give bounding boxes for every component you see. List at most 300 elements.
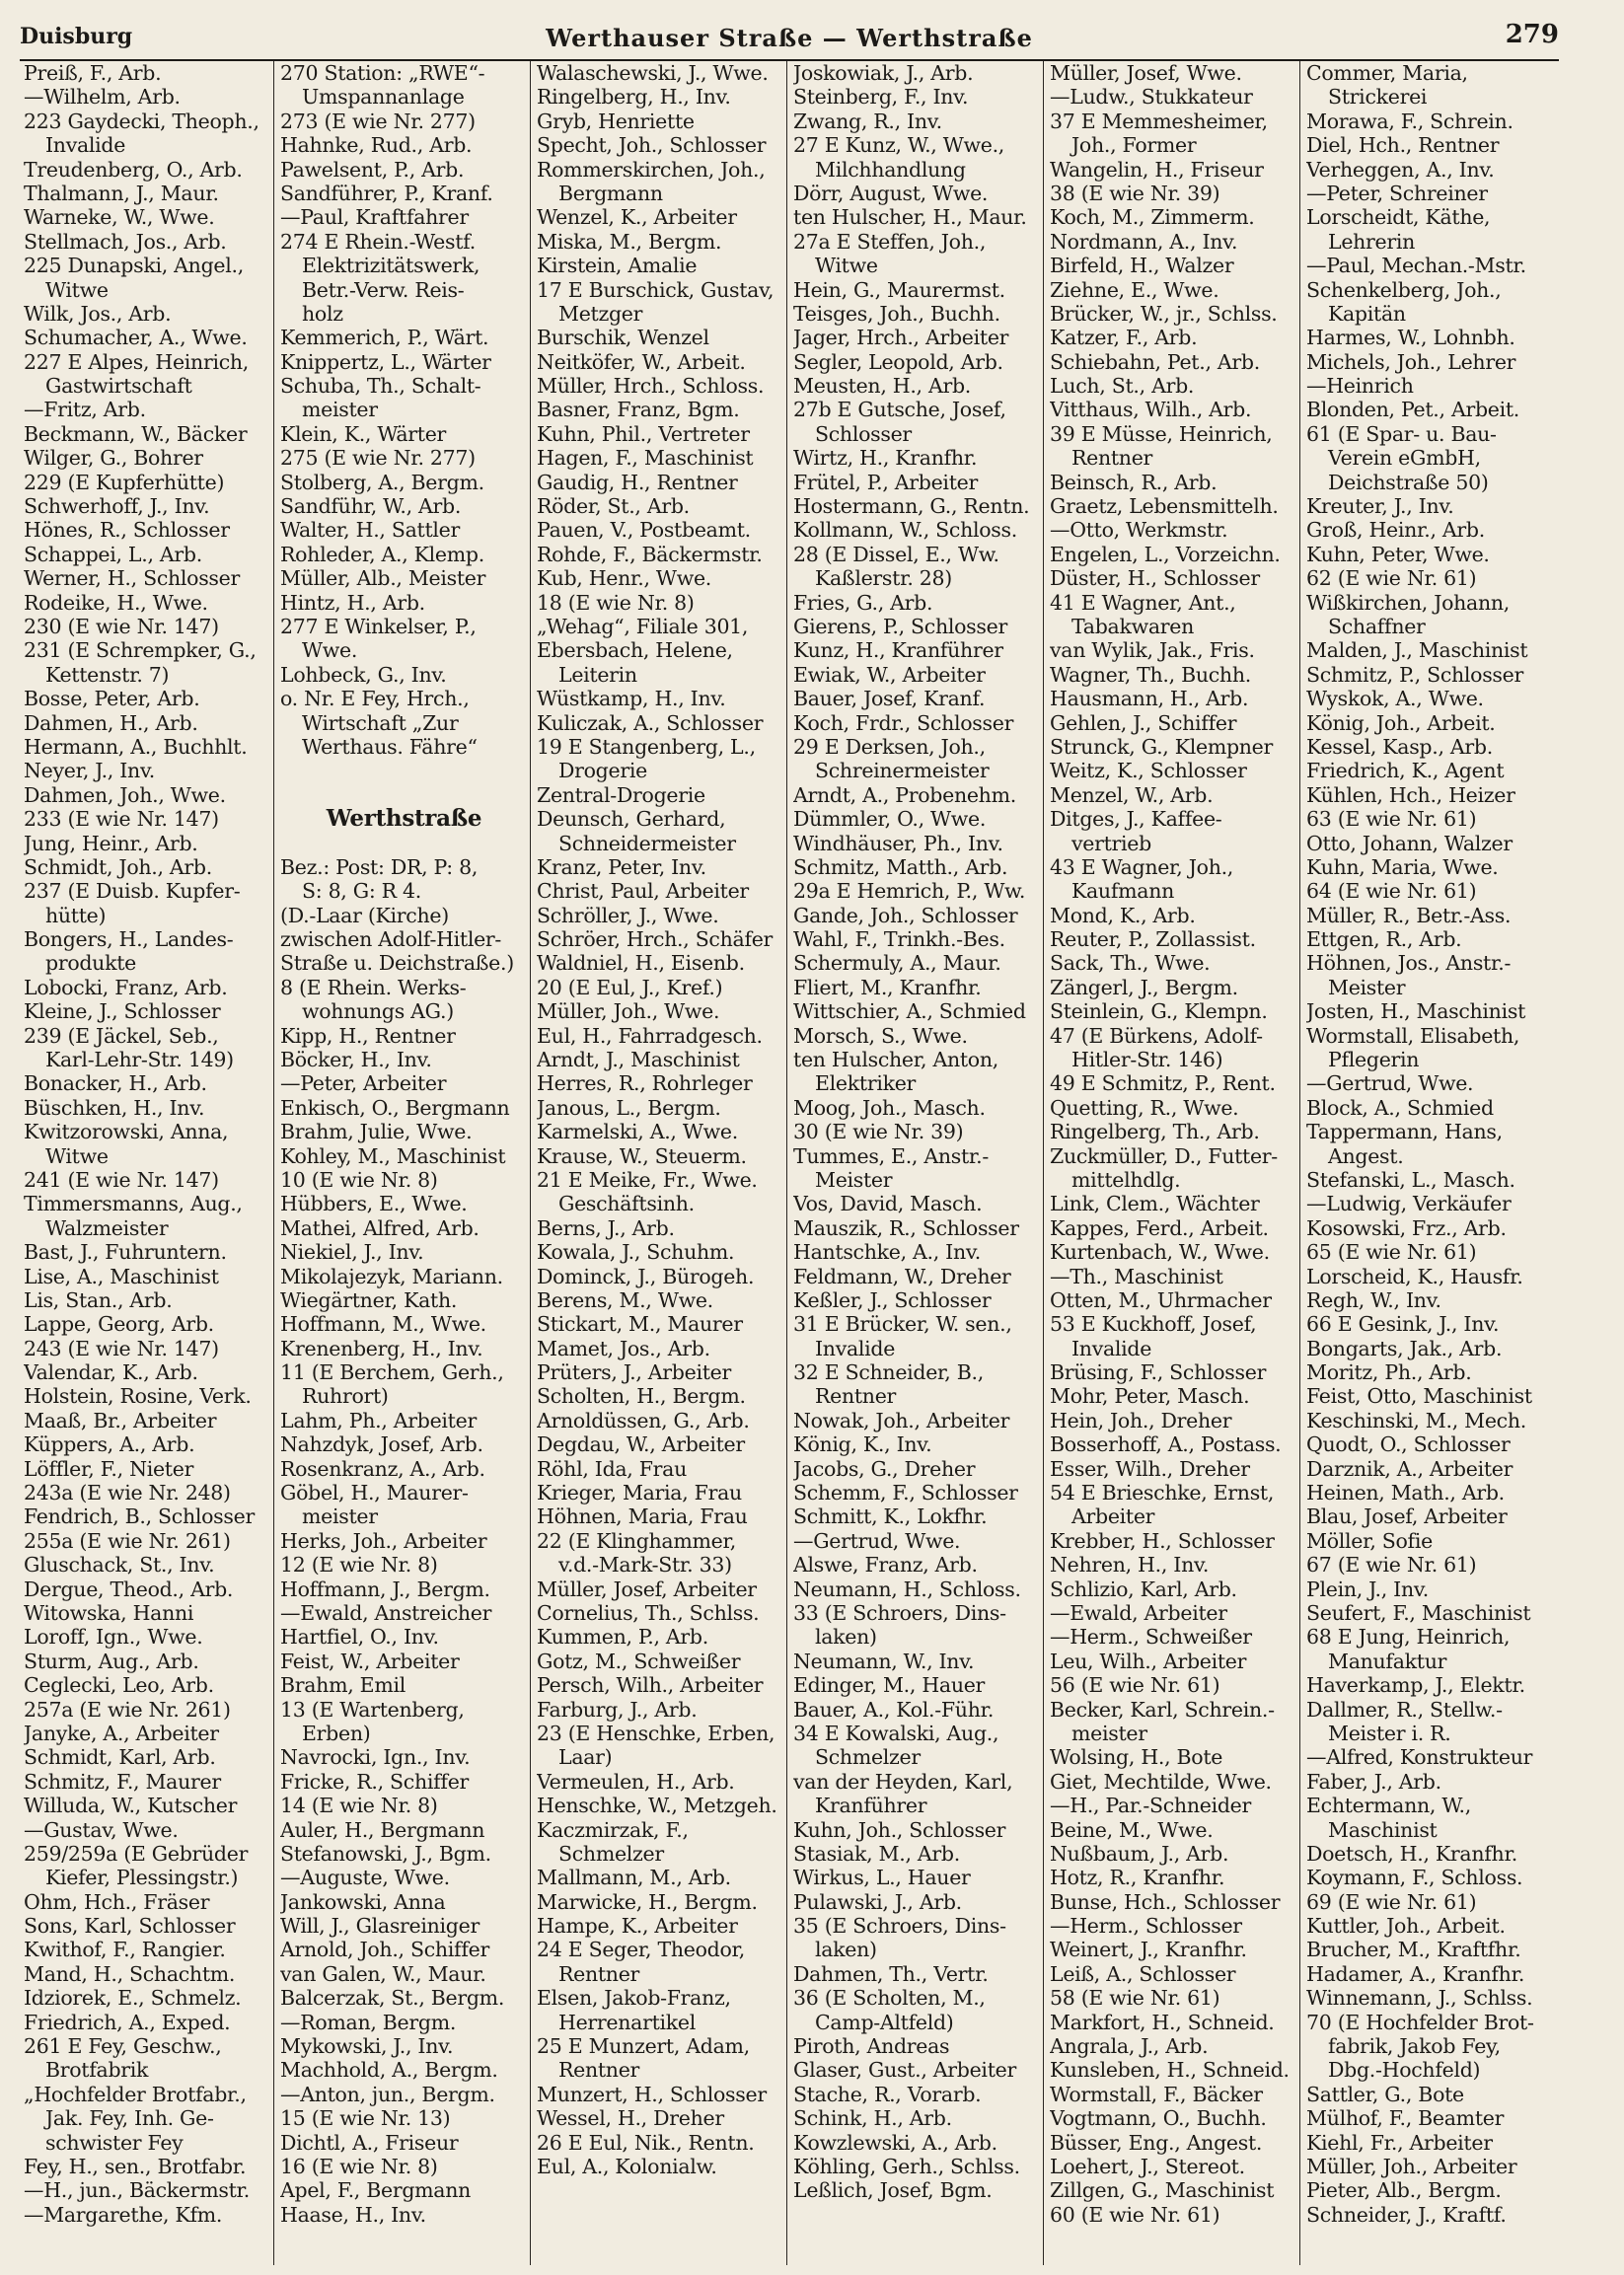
directory-entry: Kwitzorowski, Anna, <box>24 1120 229 1144</box>
directory-entry: 8 (E Rhein. Werks- <box>280 975 467 999</box>
directory-entry: 24 E Seger, Theodor, <box>537 1938 745 1962</box>
directory-entry: Hein, Joh., Dreher <box>1050 1408 1232 1432</box>
directory-entry: 69 (E wie Nr. 61) <box>1306 1889 1477 1914</box>
directory-entry: Kiehl, Fr., Arbeiter <box>1306 2130 1493 2155</box>
directory-entry: Kuhn, Peter, Wwe. <box>1306 542 1490 566</box>
directory-entry: Kaufmann <box>1071 879 1174 904</box>
directory-entry: Angest. <box>1328 1143 1404 1168</box>
directory-entry: Preiß, F., Arb. <box>24 61 162 85</box>
directory-entry: Böcker, H., Inv. <box>280 1048 432 1072</box>
directory-entry: Faber, J., Arb. <box>1306 1769 1441 1794</box>
directory-entry: Schlizio, Karl, Arb. <box>1050 1577 1237 1601</box>
directory-entry: 17 E Burschick, Gustav, <box>537 277 775 302</box>
directory-entry: Niekiel, J., Inv. <box>280 1240 424 1265</box>
directory-entry: Ebersbach, Helene, <box>537 638 733 663</box>
directory-entry: Maaß, Br., Arbeiter <box>24 1408 217 1432</box>
column-1 <box>20 61 274 2265</box>
directory-entry: Fricke, R., Schiffer <box>280 1769 470 1794</box>
directory-entry: Stache, R., Vorarb. <box>793 2082 982 2106</box>
directory-entry: „Wehag“, Filiale 301, <box>537 614 749 638</box>
directory-entry: schwister Fey <box>45 2130 184 2155</box>
directory-entry: Diel, Hch., Rentner <box>1306 133 1500 158</box>
directory-entry: meister <box>302 1504 378 1529</box>
directory-entry: 34 E Kowalski, Aug., <box>793 1721 999 1745</box>
directory-entry: Quodt, O., Schlosser <box>1306 1432 1511 1457</box>
directory-entry: —Paul, Kraftfahrer <box>280 205 469 230</box>
directory-entry: Rodeike, H., Wwe. <box>24 590 208 615</box>
directory-entry: Büsser, Eng., Angest. <box>1050 2130 1263 2155</box>
directory-entry: 60 (E wie Nr. 61) <box>1050 2202 1220 2227</box>
directory-entry: Beine, M., Wwe. <box>1050 1817 1214 1842</box>
directory-entry: Wyskok, A., Wwe. <box>1306 687 1484 711</box>
directory-entry: Schneidermeister <box>558 831 736 855</box>
directory-entry: 33 (E Schroers, Dins- <box>793 1601 1006 1625</box>
directory-entry: Hartfiel, O., Inv. <box>280 1625 439 1650</box>
directory-entry: 12 (E wie Nr. 8) <box>280 1553 438 1578</box>
directory-entry: Echtermann, W., <box>1306 1794 1471 1818</box>
directory-entry: Apel, F., Bergmann <box>280 2178 472 2203</box>
street-heading: Werthstraße <box>326 807 482 832</box>
directory-entry: Wüstkamp, H., Inv. <box>537 687 726 711</box>
directory-entry: Glaser, Gust., Arbeiter <box>793 2058 1016 2083</box>
directory-entry: 39 E Müsse, Heinrich, <box>1050 421 1273 446</box>
directory-entry: Bongarts, Jak., Arb. <box>1306 1336 1503 1360</box>
column-4 <box>789 61 1044 2265</box>
directory-entry: Tappermann, Hans, <box>1306 1120 1503 1144</box>
directory-entry: Maschinist <box>1328 1817 1438 1842</box>
directory-entry: —Heinrich <box>1306 374 1414 399</box>
directory-entry: Dörr, August, Wwe. <box>793 181 989 205</box>
directory-entry: Invalide <box>45 133 126 158</box>
directory-entry: 225 Dunapski, Angel., <box>24 254 244 278</box>
directory-entry: Haverkamp, J., Elektr. <box>1306 1673 1525 1698</box>
directory-entry: Hagen, F., Maschinist <box>537 446 754 471</box>
directory-entry: Hoffmann, M., Wwe. <box>280 1312 486 1337</box>
directory-entry: Leiterin <box>558 662 637 687</box>
directory-entry: Kurtenbach, W., Wwe. <box>1050 1240 1270 1265</box>
directory-entry: Josten, H., Maschinist <box>1306 999 1526 1024</box>
directory-entry: Ruhrort) <box>302 1384 389 1409</box>
directory-entry: Marwicke, H., Bergm. <box>537 1889 758 1914</box>
directory-entry: Machhold, A., Bergm. <box>280 2058 498 2083</box>
directory-entry: Warneke, W., Wwe. <box>24 205 215 230</box>
directory-entry: Hadamer, A., Kranfhr. <box>1306 1961 1525 1986</box>
directory-entry: Kuhn, Joh., Schlosser <box>793 1817 1006 1842</box>
directory-entry: Schröer, Hrch., Schäfer <box>537 927 774 952</box>
directory-entry: Christ, Paul, Arbeiter <box>537 879 749 904</box>
directory-entry: 22 (E Klinghammer, <box>537 1528 736 1553</box>
directory-entry: Rentner <box>558 1961 640 1986</box>
directory-entry: Otto, Johann, Walzer <box>1306 831 1513 855</box>
directory-entry: —Alfred, Konstrukteur <box>1306 1745 1533 1770</box>
directory-entry: Lahm, Ph., Arbeiter <box>280 1408 477 1432</box>
directory-entry: Beinsch, R., Arb. <box>1050 470 1218 494</box>
directory-entry: Müller, Joh., Wwe. <box>537 999 720 1024</box>
directory-entry: 255a (E wie Nr. 261) <box>24 1528 231 1553</box>
directory-entry: fabrik, Jakob Fey, <box>1328 2034 1501 2059</box>
directory-entry: Blau, Josef, Arbeiter <box>1306 1504 1508 1529</box>
directory-entry: König, K., Inv. <box>793 1432 932 1457</box>
directory-entry: Herres, R., Rohrleger <box>537 1071 753 1096</box>
directory-entry: Fries, G., Arb. <box>793 590 933 615</box>
directory-entry: Feist, W., Arbeiter <box>280 1649 460 1673</box>
directory-entry: 13 (E Wartenberg, <box>280 1697 465 1722</box>
directory-entry: Tabakwaren <box>1071 614 1194 638</box>
directory-entry: Rentner <box>815 1384 897 1409</box>
directory-entry: Dergue, Theod., Arb. <box>24 1577 234 1601</box>
directory-entry: Kunsleben, H., Schneid. <box>1050 2058 1290 2083</box>
directory-entry: Hein, G., Maurermst. <box>793 277 1005 302</box>
directory-entry: Kiefer, Plessingstr.) <box>45 1866 239 1890</box>
directory-entry: Witwe <box>45 1143 109 1168</box>
directory-entry: Willuda, W., Kutscher <box>24 1794 238 1818</box>
directory-entry: hütte) <box>45 903 107 927</box>
directory-entry: Bauer, Josef, Kranf. <box>793 687 986 711</box>
directory-entry: Straße u. Deichstraße.) <box>280 951 514 976</box>
directory-entry: Cornelius, Th., Schlss. <box>537 1601 760 1625</box>
directory-entry: Piroth, Andreas <box>793 2034 950 2059</box>
directory-entry: Stolberg, A., Bergm. <box>280 470 484 494</box>
directory-entry: Ceglecki, Leo, Arb. <box>24 1673 214 1698</box>
directory-entry: 47 (E Bürkens, Adolf- <box>1050 1023 1263 1048</box>
directory-entry: Kaczmirzak, F., <box>537 1817 689 1842</box>
directory-entry: Rommerskirchen, Joh., <box>537 157 766 182</box>
directory-entry: Drogerie <box>558 759 647 783</box>
directory-entry: Lohbeck, G., Inv. <box>280 662 447 687</box>
directory-entry: Basner, Franz, Bgm. <box>537 398 740 422</box>
directory-entry: Wiegärtner, Kath. <box>280 1287 458 1312</box>
directory-entry: Möller, Sofie <box>1306 1528 1433 1553</box>
directory-entry: Markfort, H., Schneid. <box>1050 2010 1275 2034</box>
directory-entry: Verein eGmbH, <box>1328 446 1481 471</box>
directory-entry: Dahmen, H., Arb. <box>24 710 198 735</box>
directory-entry: —Roman, Bergm. <box>280 2010 457 2034</box>
directory-entry: Kapitän <box>1328 301 1406 326</box>
directory-entry: Mathei, Alfred, Arb. <box>280 1215 480 1240</box>
directory-entry: Ditges, J., Kaffee- <box>1050 807 1222 832</box>
directory-entry: Höhnen, Jos., Anstr.- <box>1306 951 1512 976</box>
directory-entry: Werthaus. Fähre“ <box>302 734 478 759</box>
directory-entry: Wessel, H., Dreher <box>537 2106 724 2131</box>
directory-entry: 275 (E wie Nr. 277) <box>280 446 476 471</box>
column-6 <box>1302 61 1557 2265</box>
directory-entry: 29 E Derksen, Joh., <box>793 734 986 759</box>
directory-entry: Holstein, Rosine, Verk. <box>24 1384 252 1409</box>
directory-entry: Mond, K., Arb. <box>1050 903 1196 927</box>
directory-entry: Werner, H., Schlosser <box>24 566 240 591</box>
directory-entry: 63 (E wie Nr. 61) <box>1306 807 1477 832</box>
directory-entry: Jacobs, G., Dreher <box>793 1456 976 1481</box>
directory-entry: 23 (E Henschke, Erben, <box>537 1721 775 1745</box>
directory-entry: Waldniel, H., Eisenb. <box>537 951 745 976</box>
directory-entry: —Herm., Schlosser <box>1050 1914 1242 1939</box>
directory-entry: Wirkus, L., Hauer <box>793 1866 971 1890</box>
directory-entry: Treudenberg, O., Arb. <box>24 157 243 182</box>
directory-entry: Gastwirtschaft <box>45 374 192 399</box>
directory-entry: Lehrerin <box>1328 229 1416 254</box>
directory-entry: Brücker, W., jr., Schlss. <box>1050 301 1278 326</box>
directory-entry: —Paul, Mechan.-Mstr. <box>1306 254 1526 278</box>
directory-entry: Ziehne, E., Wwe. <box>1050 277 1219 302</box>
directory-entry: Schlosser <box>815 421 912 446</box>
directory-entry: Loehert, J., Stereot. <box>1050 2154 1245 2178</box>
directory-entry: —H., jun., Bäckermstr. <box>24 2178 251 2203</box>
directory-entry: Arndt, A., Probenehm. <box>793 782 1016 807</box>
directory-entry: Lis, Stan., Arb. <box>24 1287 173 1312</box>
directory-entry: Köhling, Gerh., Schlss. <box>793 2154 1020 2178</box>
directory-entry: Ettgen, R., Arb. <box>1306 927 1462 952</box>
directory-entry: Hantschke, A., Inv. <box>793 1240 981 1265</box>
directory-entry: Harmes, W., Lohnbh. <box>1306 326 1515 350</box>
directory-entry: Keßler, J., Schlosser <box>793 1287 992 1312</box>
directory-entry: Gryb, Henriette <box>537 109 695 133</box>
directory-entry: Wirtschaft „Zur <box>302 710 459 735</box>
directory-entry: Schmitz, Matth., Arb. <box>793 854 1008 879</box>
directory-entry: Jankowski, Anna <box>280 1889 446 1914</box>
directory-entry: Hermann, A., Buchhlt. <box>24 734 248 759</box>
directory-entry: Höhnen, Maria, Frau <box>537 1504 748 1529</box>
directory-entry: Kessel, Kasp., Arb. <box>1306 734 1493 759</box>
directory-entry: Commer, Maria, <box>1306 61 1468 85</box>
directory-entry: Göbel, H., Maurer- <box>280 1481 469 1505</box>
directory-entry: 62 (E wie Nr. 61) <box>1306 566 1477 591</box>
directory-entry: Bergmann <box>558 181 663 205</box>
directory-entry: Sandführer, P., Kranf. <box>280 181 493 205</box>
directory-entry: Eul, A., Kolonialw. <box>537 2154 717 2178</box>
directory-entry: Metzger <box>558 301 643 326</box>
directory-entry: Düster, H., Schlosser <box>1050 566 1260 591</box>
directory-entry: Moog, Joh., Masch. <box>793 1095 986 1120</box>
directory-entry: 29a E Hemrich, P., Ww. <box>793 879 1026 904</box>
directory-entry: Kranz, Peter, Inv. <box>537 854 706 879</box>
directory-entry: Deichstraße 50) <box>1328 470 1489 494</box>
directory-entry: Engelen, L., Vorzeichn. <box>1050 542 1281 566</box>
directory-entry: Gotz, M., Schweißer <box>537 1649 741 1673</box>
directory-entry: Persch, Wilh., Arbeiter <box>537 1673 764 1698</box>
directory-entry: Kleine, J., Schlosser <box>24 999 221 1024</box>
directory-entry: Malden, J., Maschinist <box>1306 638 1528 663</box>
directory-entry: Berens, M., Wwe. <box>537 1287 713 1312</box>
directory-entry: Segler, Leopold, Arb. <box>793 349 1003 374</box>
directory-entry: 14 (E wie Nr. 8) <box>280 1794 438 1818</box>
directory-entry: Janous, L., Bergm. <box>537 1095 721 1120</box>
directory-entry: Koch, Frdr., Schlosser <box>793 710 1014 735</box>
directory-entry: Plein, J., Inv. <box>1306 1577 1429 1601</box>
directory-entry: Katzer, F., Arb. <box>1050 326 1198 350</box>
directory-entry: 19 E Stangenberg, L., <box>537 734 756 759</box>
directory-entry: Leu, Wilh., Arbeiter <box>1050 1649 1247 1673</box>
directory-entry: 38 (E wie Nr. 39) <box>1050 181 1220 205</box>
directory-columns <box>20 61 1559 2265</box>
directory-entry: Neumann, H., Schloss. <box>793 1577 1021 1601</box>
directory-entry: Friedrich, K., Agent <box>1306 759 1505 783</box>
directory-entry: Miska, M., Bergm. <box>537 229 722 254</box>
directory-entry: Berns, J., Arb. <box>537 1215 675 1240</box>
directory-entry: Kohley, M., Maschinist <box>280 1143 506 1168</box>
directory-entry: Feldmann, W., Dreher <box>793 1264 1011 1288</box>
directory-entry: Blonden, Pet., Arbeit. <box>1306 398 1520 422</box>
directory-entry: Brahm, Julie, Wwe. <box>280 1120 473 1144</box>
directory-entry: 10 (E wie Nr. 8) <box>280 1167 438 1192</box>
directory-entry: Arnold, Joh., Schiffer <box>280 1938 489 1962</box>
directory-entry: Timmersmanns, Aug., <box>24 1192 243 1216</box>
directory-entry: Pauen, V., Postbeamt. <box>537 518 751 543</box>
directory-entry: Milchhandlung <box>815 157 966 182</box>
directory-entry: Vos, David, Masch. <box>793 1192 983 1216</box>
directory-entry: Schmitz, P., Schlosser <box>1306 662 1523 687</box>
directory-entry: Hampe, K., Arbeiter <box>537 1914 738 1939</box>
directory-entry: Schemm, F., Schlosser <box>793 1481 1018 1505</box>
directory-entry: Wwe. <box>302 638 358 663</box>
directory-entry: 223 Gaydecki, Theoph., <box>24 109 259 133</box>
directory-entry: Zentral-Drogerie <box>537 782 705 807</box>
directory-entry: Graetz, Lebensmittelh. <box>1050 494 1279 519</box>
directory-entry: Kowzlewski, A., Arb. <box>793 2130 997 2155</box>
directory-entry: Deunsch, Gerhard, <box>537 807 726 832</box>
directory-entry: Schenkelberg, Joh., <box>1306 277 1502 302</box>
directory-entry: Müller, Hrch., Schloss. <box>537 374 765 399</box>
directory-entry: Kipp, H., Rentner <box>280 1023 456 1048</box>
directory-entry: Küppers, A., Arb. <box>24 1432 195 1457</box>
directory-entry: Lorscheidt, Käthe, <box>1306 205 1491 230</box>
directory-entry: laken) <box>815 1625 877 1650</box>
directory-entry: Dahmen, Th., Vertr. <box>793 1961 989 1986</box>
directory-entry: Dümmler, O., Wwe. <box>793 807 987 832</box>
directory-entry: Luch, St., Arb. <box>1050 374 1195 399</box>
directory-entry: 37 E Memmesheimer, <box>1050 109 1268 133</box>
directory-entry: Vogtmann, O., Buchh. <box>1050 2106 1267 2131</box>
directory-entry: Moritz, Ph., Arb. <box>1306 1360 1472 1385</box>
directory-entry: Alswe, Franz, Arb. <box>793 1553 978 1578</box>
directory-entry: Hostermann, G., Rentn. <box>793 494 1030 519</box>
directory-entry: Hotz, R., Kranfhr. <box>1050 1866 1225 1890</box>
directory-entry: Sturm, Aug., Arb. <box>24 1649 199 1673</box>
directory-entry: Hoffmann, J., Bergm. <box>280 1577 490 1601</box>
directory-entry: Esser, Wilh., Dreher <box>1050 1456 1250 1481</box>
directory-entry: Müller, Alb., Meister <box>280 566 486 591</box>
directory-entry: Wahl, F., Trinkh.-Bes. <box>793 927 1005 952</box>
directory-entry: Weitz, K., Schlosser <box>1050 759 1247 783</box>
directory-entry: Sons, Karl, Schlosser <box>24 1914 236 1939</box>
directory-entry: 274 E Rhein.-Westf. <box>280 229 476 254</box>
directory-entry: Eul, H., Fahrradgesch. <box>537 1023 763 1048</box>
directory-entry: meister <box>1071 1721 1147 1745</box>
directory-entry: meister <box>302 398 378 422</box>
directory-entry: —Anton, jun., Bergm. <box>280 2082 495 2106</box>
directory-entry: Neumann, W., Inv. <box>793 1649 975 1673</box>
directory-entry: —Peter, Schreiner <box>1306 181 1488 205</box>
directory-entry: Weinert, J., Kranfhr. <box>1050 1938 1247 1962</box>
directory-entry: 70 (E Hochfelder Brot- <box>1306 2010 1534 2034</box>
directory-entry: Kemmerich, P., Wärt. <box>280 326 489 350</box>
directory-entry: Dallmer, R., Stellw.- <box>1306 1697 1503 1722</box>
directory-entry: Windhäuser, Ph., Inv. <box>793 831 1003 855</box>
directory-entry: Michels, Joh., Lehrer <box>1306 349 1516 374</box>
directory-entry: Quetting, R., Wwe. <box>1050 1095 1239 1120</box>
directory-entry: Pulawski, J., Arb. <box>793 1889 962 1914</box>
directory-entry: Vermeulen, H., Arb. <box>537 1769 735 1794</box>
directory-entry: van Galen, W., Maur. <box>280 1961 486 1986</box>
directory-entry: Elektrizitätswerk, <box>302 254 480 278</box>
directory-entry: 65 (E wie Nr. 61) <box>1306 1240 1477 1265</box>
directory-entry: Will, J., Glasreiniger <box>280 1914 480 1939</box>
directory-entry: Ewiak, W., Arbeiter <box>793 662 986 687</box>
page-header <box>20 20 1559 61</box>
directory-entry: Herks, Joh., Arbeiter <box>280 1528 487 1553</box>
directory-entry: Angrala, J., Arb. <box>1050 2034 1209 2059</box>
directory-entry: Morawa, F., Schrein. <box>1306 109 1513 133</box>
directory-entry: Groß, Heinr., Arb. <box>1306 518 1485 543</box>
directory-entry: Arnoldüssen, G., Arb. <box>537 1408 750 1432</box>
directory-entry: Mikolajezyk, Mariann. <box>280 1264 503 1288</box>
directory-entry: Bez.: Post: DR, P: 8, <box>280 854 479 879</box>
directory-entry: Gluschack, St., Inv. <box>24 1553 215 1578</box>
directory-entry: Kowala, J., Schuhm. <box>537 1240 735 1265</box>
directory-entry: Rohde, F., Bäckermstr. <box>537 542 763 566</box>
directory-entry: Brahm, Emil <box>280 1673 406 1698</box>
directory-entry: Büschken, H., Inv. <box>24 1095 205 1120</box>
directory-entry: Mülhof, F., Beamter <box>1306 2106 1505 2131</box>
directory-entry: Sandführ, W., Arb. <box>280 494 462 519</box>
directory-entry: 32 E Schneider, B., <box>793 1360 984 1385</box>
directory-entry: Schaffner <box>1328 614 1426 638</box>
directory-entry: 61 (E Spar- u. Bau- <box>1306 421 1497 446</box>
directory-entry: Regh, W., Inv. <box>1306 1287 1441 1312</box>
directory-entry: Meister i. R. <box>1328 1721 1451 1745</box>
directory-entry: 27 E Kunz, W., Wwe., <box>793 133 1005 158</box>
directory-entry: Kappes, Ferd., Arbeit. <box>1050 1215 1269 1240</box>
directory-entry: 270 Station: „RWE“- <box>280 61 485 85</box>
directory-entry: Jung, Heinr., Arb. <box>24 831 198 855</box>
directory-entry: Manufaktur <box>1328 1649 1447 1673</box>
directory-entry: Ringelberg, Th., Arb. <box>1050 1120 1260 1144</box>
directory-entry: —Peter, Arbeiter <box>280 1071 447 1096</box>
directory-entry: Koymann, F., Schloss. <box>1306 1866 1523 1890</box>
directory-entry: Nowak, Joh., Arbeiter <box>793 1408 1010 1432</box>
directory-entry: Walter, H., Sattler <box>280 518 460 543</box>
directory-entry: Wirtz, H., Kranfhr. <box>793 446 978 471</box>
directory-entry: Rentner <box>558 2058 640 2083</box>
directory-entry: Röder, St., Arb. <box>537 494 690 519</box>
directory-entry: Mauszik, R., Schlosser <box>793 1215 1019 1240</box>
directory-entry: 64 (E wie Nr. 61) <box>1306 879 1477 904</box>
directory-entry: Müller, Josef, Arbeiter <box>537 1577 757 1601</box>
directory-entry: Nehren, H., Inv. <box>1050 1553 1210 1578</box>
directory-entry: Walaschewski, J., Wwe. <box>537 61 769 85</box>
directory-entry: ten Hulscher, Anton, <box>793 1048 998 1072</box>
directory-entry: Schwerhoff, J., Inv. <box>24 494 210 519</box>
directory-entry: Kollmann, W., Schloss. <box>793 518 1017 543</box>
directory-entry: Nordmann, A., Inv. <box>1050 229 1238 254</box>
directory-entry: 36 (E Scholten, M., <box>793 1986 986 2011</box>
directory-entry: 241 (E wie Nr. 147) <box>24 1167 219 1192</box>
directory-entry: Lappe, Georg, Arb. <box>24 1312 214 1337</box>
directory-entry: Stefanski, L., Masch. <box>1306 1167 1515 1192</box>
directory-entry: Beckmann, W., Bäcker <box>24 421 248 446</box>
directory-entry: ten Hulscher, H., Maur. <box>793 205 1027 230</box>
directory-entry: Zängerl, J., Bergm. <box>1050 975 1238 999</box>
directory-entry: Bonacker, H., Arb. <box>24 1071 207 1096</box>
directory-entry: 243a (E wie Nr. 248) <box>24 1481 231 1505</box>
directory-entry: —Otto, Werkmstr. <box>1050 518 1228 543</box>
directory-entry: Kosowski, Frz., Arb. <box>1306 1215 1507 1240</box>
directory-entry: holz <box>302 301 343 326</box>
directory-entry: —Margarethe, Kfm. <box>24 2202 223 2227</box>
directory-entry: Navrocki, Ign., Inv. <box>280 1745 471 1770</box>
directory-entry: Reuter, P., Zollassist. <box>1050 927 1256 952</box>
directory-entry: Bauer, A., Kol.-Führ. <box>793 1697 995 1722</box>
directory-entry: Bast, J., Fuhruntern. <box>24 1240 227 1265</box>
